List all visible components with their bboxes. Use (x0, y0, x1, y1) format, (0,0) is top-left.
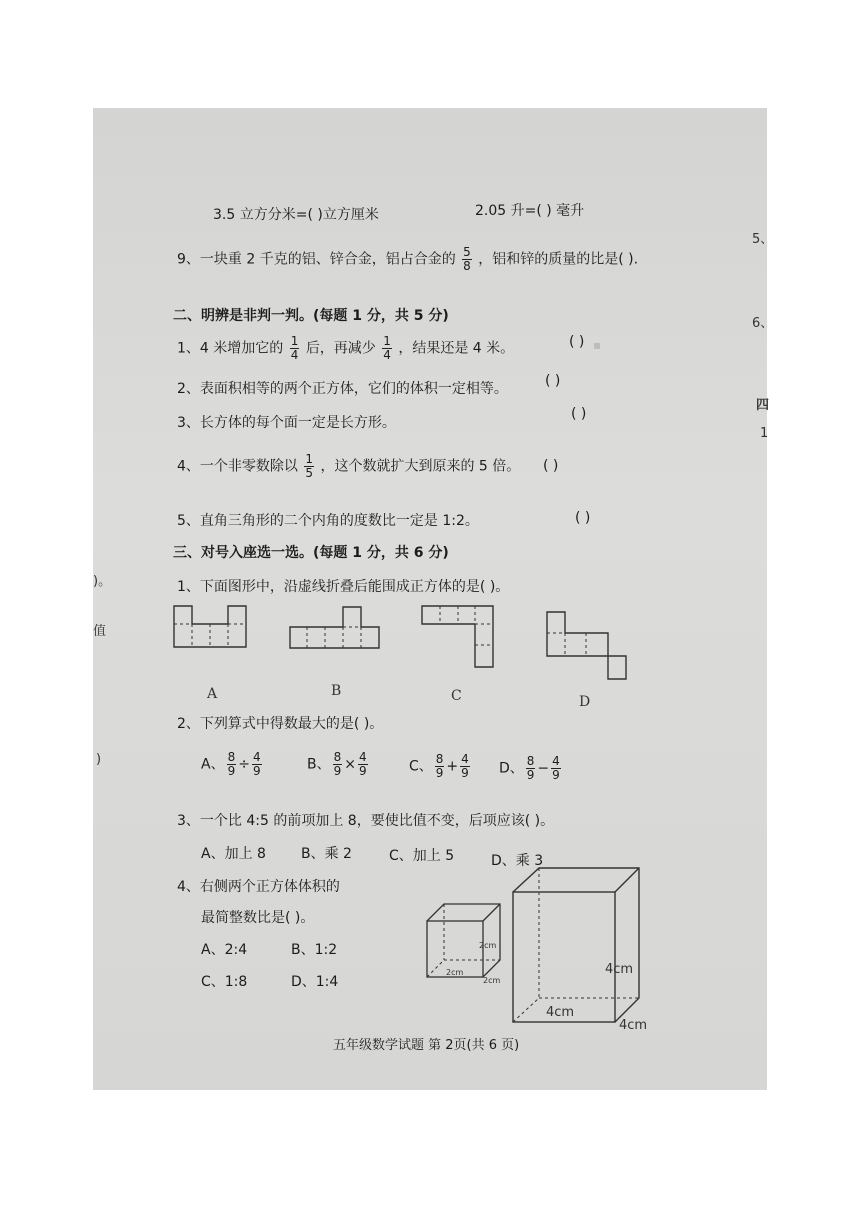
choice-question-4: 4、右侧两个正方体体积的 (177, 879, 340, 895)
question-9 (177, 246, 638, 273)
cube-net-c (421, 605, 497, 669)
adjacent-page-fragment: 5、 (752, 232, 774, 247)
q4-option-a[interactable]: A、2:4 (201, 942, 248, 958)
adjacent-page-fragment: 1 (760, 426, 769, 441)
judge-item-4: 4、一个非零数除以 $\frac{1}{5}$ ，这个数就扩大到原来的 5 倍。 (177, 452, 521, 480)
adjacent-page-fragment: 值 (93, 624, 107, 639)
exam-page-photo (93, 108, 770, 1090)
cube-net-a (173, 605, 249, 651)
net-label-d: D (579, 694, 591, 710)
big-cube-depth-label: 4cm (619, 1018, 648, 1033)
section-2-title: 二、明辨是非判一判。(每题 1 分，共 5 分) (173, 308, 449, 324)
judge-item-5: 5、直角三角形的二个内角的度数比一定是 1:2。 (177, 513, 479, 529)
question-9-suffix: ，铝和锌的质量的比是( ). (478, 251, 639, 268)
q3-option-b[interactable]: B、乘 2 (301, 846, 352, 862)
net-label-c: C (451, 688, 462, 704)
judge-item-1: 1、4 米增加它的 $\frac{1}{4}$ 后，再减少 $\frac{1}{4}$ ，结果还是 4 米。 (177, 334, 515, 362)
unit-conversion-2: 2.05 升=( ) 毫升 (475, 203, 585, 219)
judge-item-2: 2、表面积相等的两个正方体，它们的体积一定相等。 (177, 381, 508, 397)
big-cube-diagram (511, 866, 643, 1026)
judge-answer-4[interactable]: ( ) (543, 458, 559, 474)
fraction-one-quarter: $\frac{1}{4}$ (290, 334, 299, 362)
question-9-prefix: 9、一块重 2 千克的铝、锌合金，铝占合金的 (177, 251, 456, 268)
judge-answer-1[interactable]: ( ) (569, 334, 585, 350)
judge-answer-2[interactable]: ( ) (545, 373, 561, 389)
q2-option-c[interactable]: C、 $\frac{8}{9}$ + $\frac{4}{9}$ (409, 752, 469, 780)
q2-option-a[interactable]: A、 $\frac{8}{9}$ ÷ $\frac{4}{9}$ (201, 750, 261, 778)
q2-option-b[interactable]: B、 $\frac{8}{9}$ × $\frac{4}{9}$ (307, 750, 367, 778)
q3-option-c[interactable]: C、加上 5 (389, 848, 455, 864)
cube-net-b (289, 606, 381, 652)
q4-option-b[interactable]: B、1:2 (291, 942, 338, 958)
q3-option-d[interactable]: D、乘 3 (491, 853, 544, 869)
q2-option-d[interactable]: D、 $\frac{8}{9}$ − $\frac{4}{9}$ (499, 754, 560, 782)
choice-question-4-cont: 最简整数比是( )。 (201, 910, 315, 926)
fraction-five-eighths: $\frac{5}{8}$ (463, 245, 471, 273)
adjacent-page-fragment: 6、 (752, 316, 774, 331)
adjacent-page-fragment: ) (96, 752, 102, 767)
judge-item-3: 3、长方体的每个面一定是长方形。 (177, 415, 396, 431)
adjacent-page-fragment: )。 (93, 574, 112, 589)
choice-question-2: 2、下列算式中得数最大的是( )。 (177, 716, 384, 732)
fraction-one-quarter: $\frac{1}{4}$ (383, 334, 391, 362)
q4-option-d[interactable]: D、1:4 (291, 974, 339, 990)
cube-net-d (546, 611, 630, 681)
bleed-through-text: ▪ (593, 338, 602, 352)
big-cube-height-label: 4cm (605, 962, 634, 977)
q3-option-a[interactable]: A、加上 8 (201, 846, 266, 862)
unit-conversion-1: 3.5 立方分米=( )立方厘米 (213, 207, 379, 223)
judge-answer-3[interactable]: ( ) (571, 406, 587, 422)
small-cube-height-label: 2cm (479, 941, 497, 950)
q4-option-c[interactable]: C、1:8 (201, 974, 248, 990)
net-label-b: B (331, 683, 342, 699)
net-label-a: A (207, 686, 218, 702)
section-3-title: 三、对号入座选一选。(每题 1 分，共 6 分) (173, 545, 449, 561)
adjacent-page-fragment: 四 (756, 398, 770, 413)
small-cube-depth-label: 2cm (483, 976, 501, 985)
choice-question-1: 1、下面图形中，沿虚线折叠后能围成正方体的是( )。 (177, 579, 510, 595)
page-footer: 五年级数学试题 第 2页(共 6 页) (333, 1038, 520, 1053)
choice-question-3: 3、一个比 4:5 的前项加上 8，要使比值不变，后项应该( )。 (177, 813, 555, 829)
fraction-one-fifth: $\frac{1}{5}$ (305, 452, 314, 480)
judge-answer-5[interactable]: ( ) (575, 510, 591, 526)
small-cube-width-label: 2cm (446, 968, 464, 977)
big-cube-width-label: 4cm (546, 1005, 575, 1020)
